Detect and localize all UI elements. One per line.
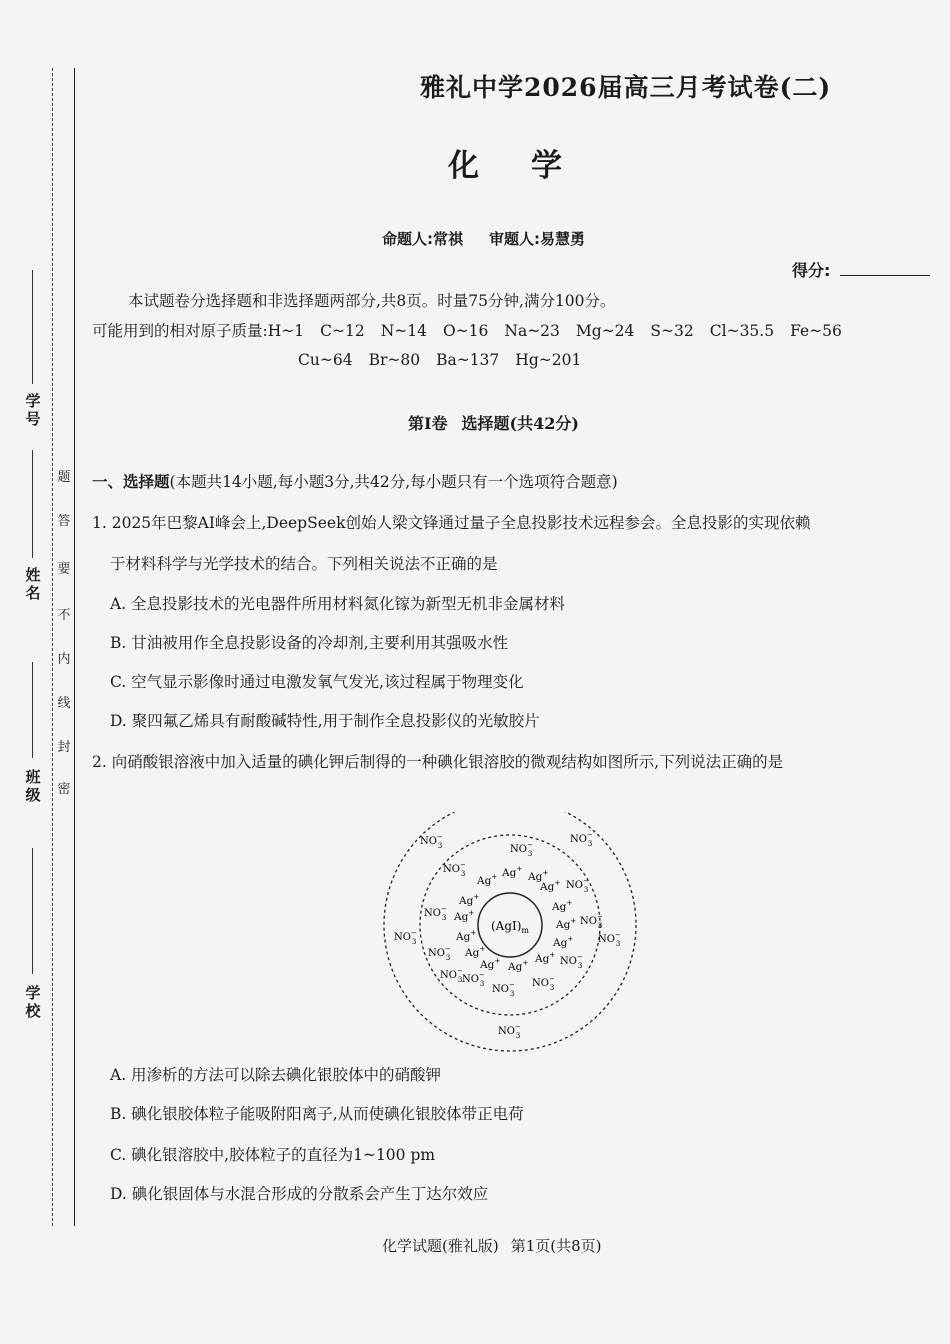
silver-ion-label: Ag+ [556,917,577,931]
name-label: 姓 名 [25,566,41,602]
student-id-label: 学 号 [25,392,41,428]
nitrate-ion-label: NO− 3 [532,975,555,992]
seal-char: 答 [57,514,71,529]
part-heading [92,470,618,492]
page-footer [382,1235,602,1256]
student-id-blank [32,270,33,384]
atomic-mass: Hg~201 [515,351,582,369]
question-1-option-c: C. 空气显示影像时通过电激发氧气发光,该过程属于物理变化 [110,673,524,691]
silver-ion-label: Ag+ [454,909,475,923]
school-blank [32,848,33,974]
footer-exam-name: 化学试题(雅礼版) [382,1237,499,1255]
nitrate-ion-label: NO− 3 [462,971,485,988]
silver-ion-label: Ag+ [459,893,480,907]
nitrate-ion-label: NO− 3 [440,967,463,984]
atomic-mass-label: 可能用到的相对原子质量: [92,322,268,340]
section-heading [408,411,579,434]
question-1-option-a: A. 全息投影技术的光电器件所用材料氮化镓为新型无机非金属材料 [110,595,566,613]
silver-ion-label: Ag+ [535,951,556,965]
atomic-mass: Cl~35.5 [709,322,775,340]
nitrate-ion-label: NO− 3 [598,931,621,948]
nitrate-ion-label: NO− 3 [510,841,533,858]
seal-char: 要 [57,562,71,577]
agi-core-label: $(AgI)_m$ [490,919,530,935]
silver-ion-label: Ag+ [528,869,549,883]
seal-char: 封 [57,740,71,755]
atomic-mass: S~32 [650,322,694,340]
atomic-mass: O~16 [442,322,489,340]
footer-page-number: 第1页(共8页) [510,1237,602,1255]
atomic-mass: Cu~64 [298,351,353,369]
score-blank[interactable] [840,275,930,276]
atomic-mass: Mg~24 [575,322,635,340]
atomic-mass: N~14 [380,322,427,340]
question-1-stem-line-1: 1. 2025年巴黎AI峰会上,DeepSeek创始人梁文锋通过量子全息投影技术远程参会。全息投影的实现依赖 [92,514,811,532]
nitrate-ion-label: NO− 3 [560,953,583,970]
atomic-mass: C~12 [320,322,365,340]
name-blank [32,450,33,558]
cut-line-dashed [52,68,53,1226]
question-1-stem-line-2: 于材料科学与光学技术的结合。下列相关说法不正确的是 [110,555,498,573]
nitrate-ion-label: NO− 3 [420,833,443,850]
nitrate-ion-label: NO− 3 [498,1023,521,1040]
score-label: 得分: [792,261,831,280]
silver-ion-label: Ag+ [477,873,498,887]
question-2-option-c: C. 碘化银溶胶中,胶体粒子的直径为1~100 pm [110,1146,436,1164]
nitrate-ion-label: NO− 3 [492,981,515,998]
seal-char: 不 [57,608,71,623]
silver-ion-label: Ag+ [552,899,573,913]
reviewer: 审题人:易慧勇 [489,230,585,248]
class-label: 班 级 [25,768,41,804]
silver-ion-label: Ag+ [553,935,574,949]
setter: 命题人:常祺 [382,230,463,248]
cut-line-solid [74,68,75,1226]
seal-char: 线 [57,696,71,711]
question-1-option-d: D. 聚四氟乙烯具有耐酸碱特性,用于制作全息投影仪的光敏胶片 [110,712,540,730]
seal-char: 题 [57,470,71,485]
exam-title: 雅礼中学2026届高三月考试卷(二) [420,73,832,102]
question-2-stem: 2. 向硝酸银溶液中加入适量的碘化钾后制得的一种碘化银溶胶的微观结构如图所示,下列说法正确的是 [92,753,784,771]
section-title: 第Ⅰ卷 [408,414,448,433]
nitrate-ion-label: NO− 3 [566,877,589,894]
section-subtitle: 选择题(共42分) [461,414,579,433]
authors [382,228,585,249]
part-note: (本题共14小题,每小题3分,共42分,每小题只有一个选项符合题意) [169,473,618,491]
atomic-mass: Ba~137 [436,351,500,369]
silver-ion-label: Ag+ [456,929,477,943]
nitrate-ion-label: NO− 3 [443,861,466,878]
seal-char: 密 [57,782,71,797]
atomic-mass-line-2 [298,351,597,369]
subject-title: 化学 [448,148,614,184]
question-2-option-d: D. 碘化银固体与水混合形成的分散系会产生丁达尔效应 [110,1185,489,1203]
nitrate-ion-label: NO− 3 [394,929,417,946]
question-1-option-b: B. 甘油被用作全息投影设备的冷却剂,主要利用其强吸水性 [110,634,509,652]
silver-ion-label: Ag+ [508,959,529,973]
class-blank [32,662,33,758]
silver-ion-label: Ag+ [540,879,561,893]
silver-ion-label: Ag+ [465,945,486,959]
silver-ion-label: Ag+ [502,865,523,879]
atomic-mass: Br~80 [368,351,421,369]
nitrate-ion-label: NO− 3 [570,831,593,848]
question-2-option-b: B. 碘化银胶体粒子能吸附阳离子,从而使碘化银胶体带正电荷 [110,1105,524,1123]
atomic-mass: Na~23 [504,322,560,340]
atomic-mass: H~1 [267,322,305,340]
nitrate-ion-label: NO− 3 [580,913,603,930]
atomic-mass: Fe~56 [790,322,842,340]
agi-colloid-diagram [380,812,640,1052]
part-title: 一、选择题 [92,473,170,491]
nitrate-ion-label: NO− 3 [424,905,447,922]
intro-text: 本试题卷分选择题和非选择题两部分,共8页。时量75分钟,满分100分。 [128,292,616,310]
atomic-mass-line-1 [92,319,842,341]
question-2-option-a: A. 用渗析的方法可以除去碘化银胶体中的硝酸钾 [110,1066,442,1084]
seal-char: 内 [57,652,71,667]
silver-ion-label: Ag+ [480,957,501,971]
school-label: 学 校 [25,984,41,1020]
nitrate-ion-label: NO− 3 [428,945,451,962]
